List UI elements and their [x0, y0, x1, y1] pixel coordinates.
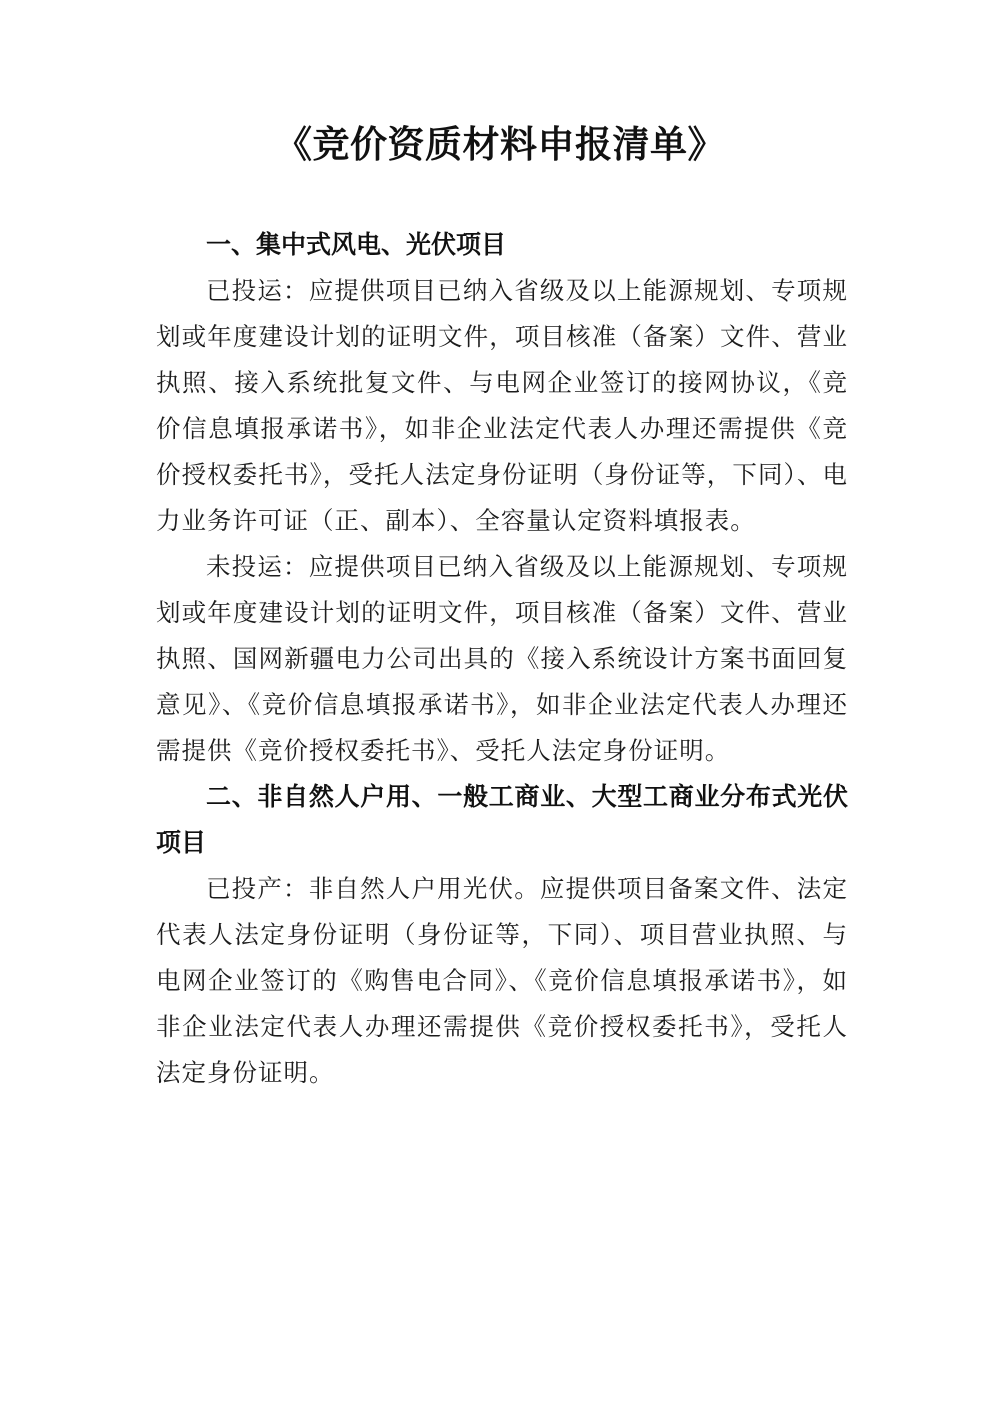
section-centralized-wind-solar — [156, 222, 848, 774]
section-distributed-solar — [156, 774, 848, 1096]
document-title: 《竞价资质材料申报清单》 — [275, 123, 725, 166]
paragraph-not-operational: 未投运：应提供项目已纳入省级及以上能源规划、专项规划或年度建设计划的证明文件，项目核准（备案）文件、营业执照、国网新疆电力公司出具的《接入系统设计方案书面回复意见》、《竞价信息填报承诺书》，如非企业法定代表人办理还需提供《竞价授权委托书》、受托人法定身份证明。 — [156, 552, 848, 765]
section-heading: 二、非自然人户用、一般工商业、大型工商业分布式光伏项目 — [156, 782, 848, 857]
paragraph-in-production: 已投产：非自然人户用光伏。应提供项目备案文件、法定代表人法定身份证明（身份证等，下同）、项目营业执照、与电网企业签订的《购售电合同》、《竞价信息填报承诺书》，如非企业法定代表人办理还需提供《竞价授权委托书》，受托人法定身份证明。 — [156, 874, 848, 1087]
section-heading: 一、集中式风电、光伏项目 — [206, 230, 507, 259]
paragraph-operational: 已投运：应提供项目已纳入省级及以上能源规划、专项规划或年度建设计划的证明文件，项目核准（备案）文件、营业执照、接入系统批复文件、与电网企业签订的接网协议，《竞价信息填报承诺书》，如非企业法定代表人办理还需提供《竞价授权委托书》，受托人法定身份证明（身份证等，下同）、电力业务许可证（正、副本）、全容量认定资料填报表。 — [156, 276, 848, 535]
document-body — [156, 222, 848, 1096]
